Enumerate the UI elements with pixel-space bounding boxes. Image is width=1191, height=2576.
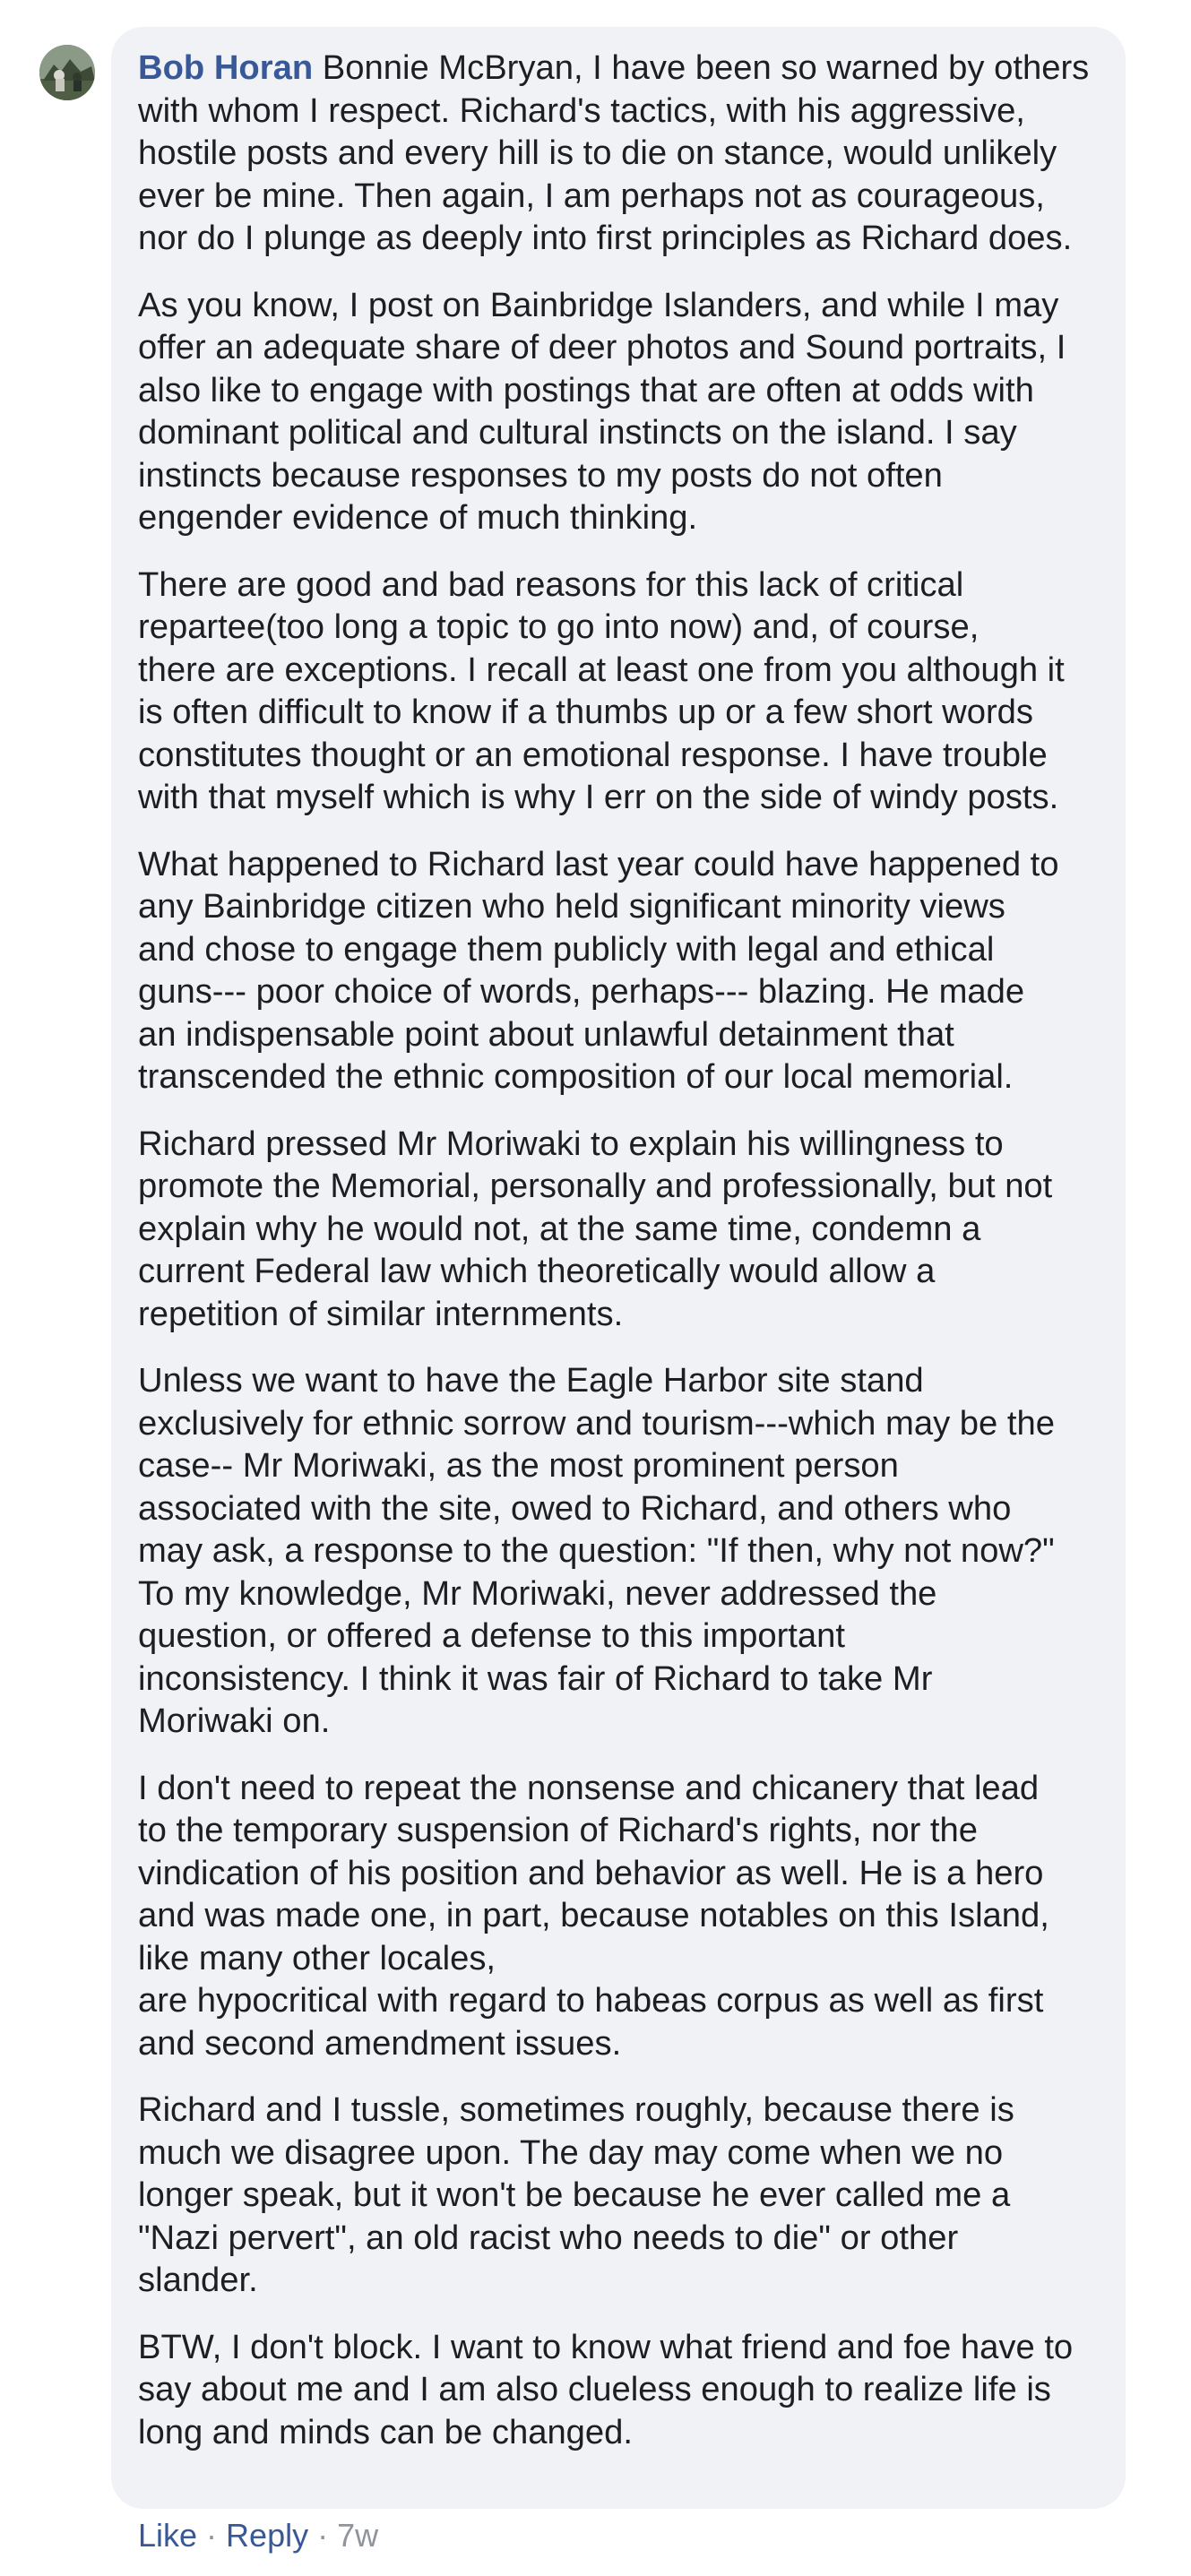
action-separator: ·	[308, 2517, 338, 2554]
author-name-link[interactable]: Bob Horan	[138, 48, 314, 87]
comment-paragraph-4: What happened to Richard last year could have happened to any Bainbridge citizen who held significant minority views and chose to engage them publicly with legal and ethical guns--- poor choice of words, perhaps--- blazing. He made an indispensable point about unlawful detainment that transcended the ethnic composition of our local memorial.	[138, 844, 1059, 1096]
comment-paragraph-3: There are good and bad reasons for this lack of critical repartee(too long a topic to go into now) and, of course, there are exceptions. I recall at least one from you although it is often difficult to know if a thumbs up or a few short words constitutes thought or an emotional response. I have trouble with that myself which is why I err on the side of windy posts.	[138, 564, 1065, 816]
comment-paragraph-1	[138, 47, 1099, 260]
comment-paragraph-7: I don't need to repeat the nonsense and chicanery that lead to the temporary suspension of Richard's rights, nor the vindication of his position and behavior as well. He is a hero and was made one, in part, because notables on this Island, like many other locales, are hypocritical with regard to habeas corpus as well as first and second amendment issues.	[138, 1768, 1049, 2063]
action-separator: ·	[197, 2517, 227, 2554]
comment-paragraph-6: Unless we want to have the Eagle Harbor site stand exclusively for ethnic sorrow and tourism---which may be the case-- Mr Moriwaki, as the most prominent person associated with the site, owed to Richard, and others who may ask, a response to the question: "If then, why not now?" To my knowledge, Mr Moriwaki, never addressed the question, or offered a defense to this important inconsistency. I think it was fair of Richard to take Mr Moriwaki on.	[138, 1361, 1055, 1740]
comment-paragraph-5: Richard pressed Mr Moriwaki to explain his willingness to promote the Memorial, personally and professionally, but not explain why he would not, at the same time, condemn a current Federal law which theoretically would allow a repetition of similar internments.	[138, 1124, 1053, 1333]
comment-bubble	[111, 27, 1126, 2509]
like-button[interactable]: Like	[138, 2517, 198, 2554]
comment-paragraph-2: As you know, I post on Bainbridge Islanders, and while I may offer an adequate share of deer photos and Sound portraits, I also like to engage with postings that are often at odds with dominant political and cultural instincts on the island. I say instincts because responses to my posts do not often engender evidence of much thinking.	[138, 285, 1066, 537]
comment-text: Bonnie McBryan, I have been so warned by others with whom I respect. Richard's tactics, with his aggressive, hostile posts and every hill is to die on stance, would unlikely ever be mine. Then again, I am perhaps not as courageous, nor do I plunge as deeply into first principles as Richard does.	[138, 48, 1090, 257]
comment-paragraph-9: BTW, I don't block. I want to know what friend and foe have to say about me and I am also clueless enough to realize life is long and minds can be changed.	[138, 2327, 1074, 2451]
comment-timestamp[interactable]: 7w	[337, 2517, 379, 2554]
reply-button[interactable]: Reply	[226, 2517, 309, 2554]
comment-actions	[138, 2516, 378, 2555]
comment-paragraph-8: Richard and I tussle, sometimes roughly, because there is much we disagree upon. The day may come when we no longer speak, but it won't be because he ever called me a "Nazi pervert", an old racist who needs to die" or other slander.	[138, 2090, 1014, 2299]
profile-photo-icon[interactable]	[39, 45, 95, 100]
